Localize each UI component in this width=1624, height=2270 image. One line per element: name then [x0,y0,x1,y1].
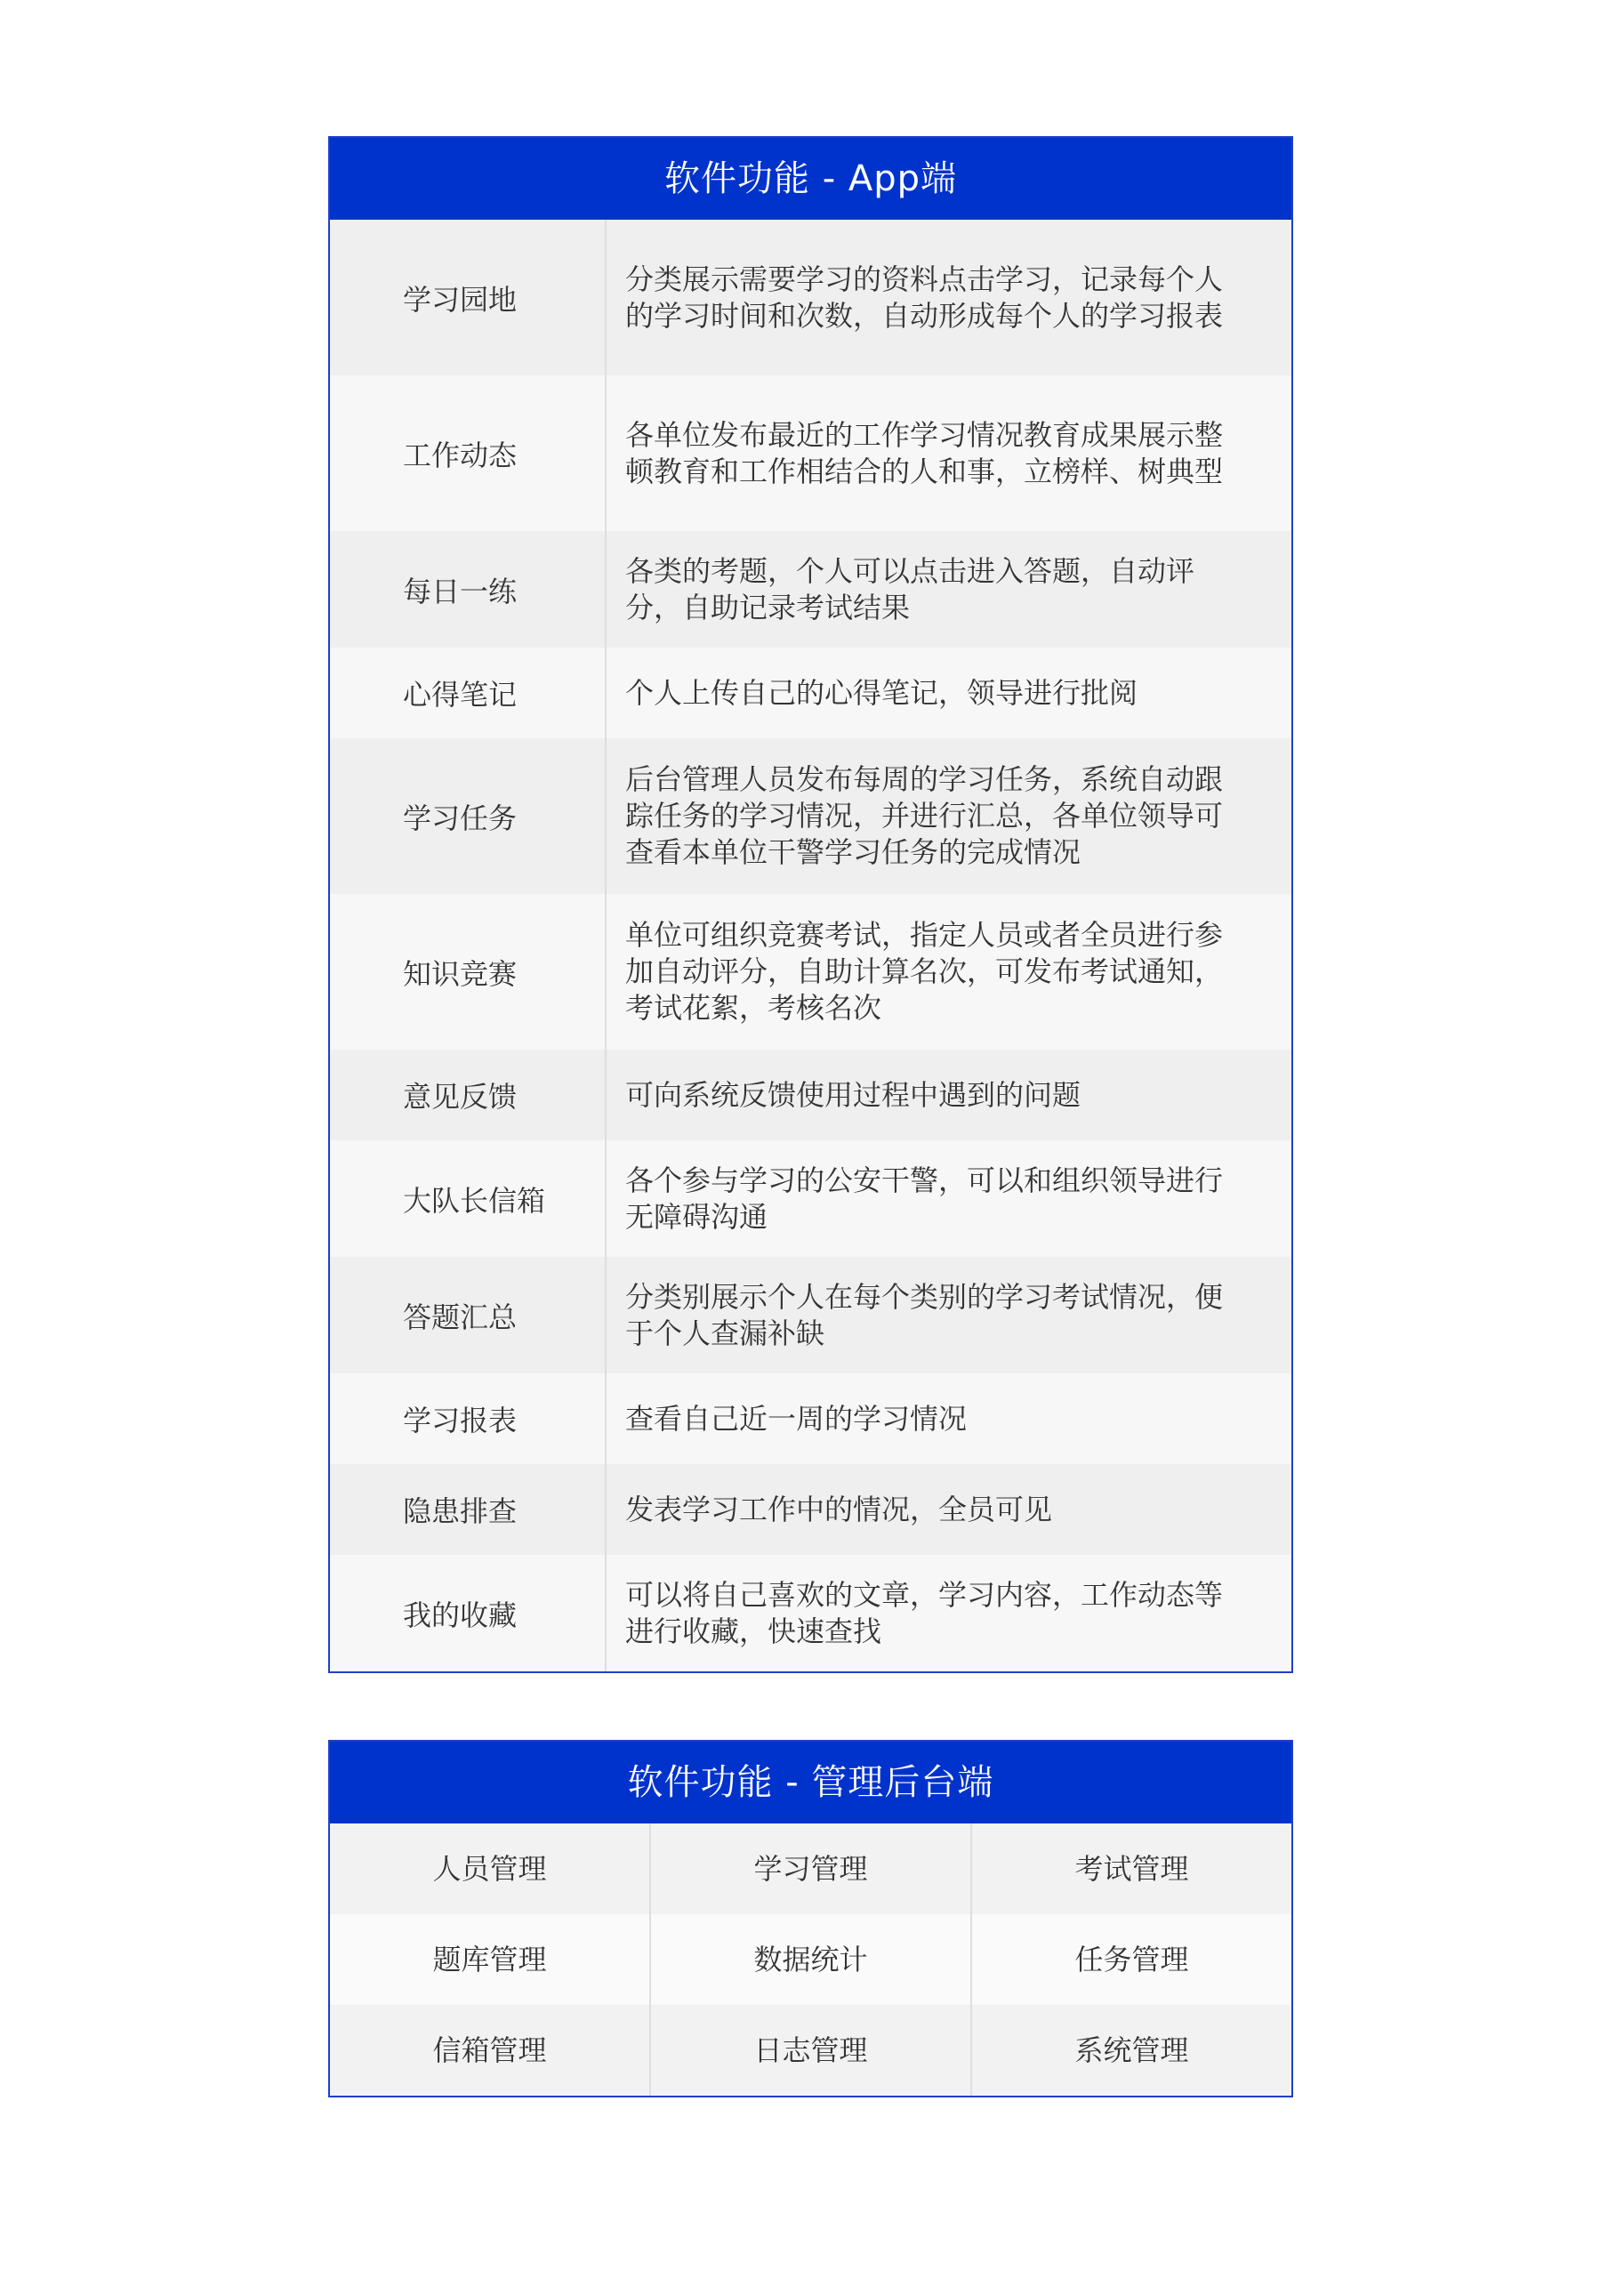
feature-name: 工作动态 [330,375,607,531]
feature-description: 分类展示需要学习的资料点击学习，记录每个人的学习时间和次数，自动形成每个人的学习报表 [625,262,1224,333]
admin-cell: 人员管理 [330,1823,651,1914]
feature-row [330,894,1291,1050]
feature-description: 分类别展示个人在每个类别的学习考试情况，便于个人查漏补缺 [625,1279,1224,1350]
feature-name: 学习园地 [330,220,607,375]
feature-row [330,1373,1291,1464]
feature-row [330,1257,1291,1373]
feature-row [330,1555,1291,1671]
feature-row [330,738,1291,894]
feature-name: 知识竞赛 [330,894,607,1050]
feature-description: 各类的考题，个人可以点击进入答题，自动评分，自助记录考试结果 [625,553,1195,624]
admin-features-table [328,1740,1293,2097]
feature-row [330,375,1291,531]
feature-description: 各单位发布最近的工作学习情况教育成果展示整顿教育和工作相结合的人和事，立榜样、树典型 [625,417,1224,488]
app-features-rows [330,220,1291,1671]
feature-row [330,220,1291,375]
feature-row [330,1140,1291,1257]
feature-name: 我的收藏 [330,1555,607,1671]
admin-cell: 数据统计 [651,1914,972,2005]
feature-name: 学习报表 [330,1373,607,1464]
feature-description: 后台管理人员发布每周的学习任务，系统自动跟踪任务的学习情况，并进行汇总，各单位领导可查看本单位干警学习任务的完成情况 [625,762,1224,869]
app-features-table [328,136,1293,1673]
feature-row [330,648,1291,738]
admin-cell: 题库管理 [330,1914,651,2005]
feature-row [330,1050,1291,1140]
feature-row [330,531,1291,648]
admin-cell: 任务管理 [972,1914,1291,2005]
admin-cell: 系统管理 [972,2005,1291,2096]
feature-description: 各个参与学习的公安干警，可以和组织领导进行无障碍沟通 [625,1163,1224,1234]
feature-description: 查看自己近一周的学习情况 [625,1401,968,1436]
admin-features-grid [330,1823,1291,2096]
feature-description: 发表学习工作中的情况，全员可见 [625,1492,1053,1526]
feature-name: 答题汇总 [330,1257,607,1373]
admin-cell: 考试管理 [972,1823,1291,1914]
feature-name: 意见反馈 [330,1050,607,1140]
admin-cell: 日志管理 [651,2005,972,2096]
feature-name: 每日一练 [330,531,607,648]
feature-name: 隐患排查 [330,1464,607,1555]
feature-description: 个人上传自己的心得笔记，领导进行批阅 [625,675,1138,710]
admin-cell: 学习管理 [651,1823,972,1914]
feature-description: 可向系统反馈使用过程中遇到的问题 [625,1077,1081,1112]
feature-description: 可以将自己喜欢的文章，学习内容，工作动态等进行收藏，快速查找 [625,1577,1224,1648]
admin-features-title: 软件功能 - 管理后台端 [330,1742,1291,1823]
feature-name: 学习任务 [330,738,607,894]
app-features-title: 软件功能 - App端 [330,138,1291,220]
feature-description: 单位可组织竞赛考试，指定人员或者全员进行参加自动评分，自助计算名次，可发布考试通知，考试花絮，考核名次 [625,918,1224,1025]
feature-row [330,1464,1291,1555]
admin-cell: 信箱管理 [330,2005,651,2096]
feature-name: 大队长信箱 [330,1140,607,1257]
feature-name: 心得笔记 [330,648,607,738]
